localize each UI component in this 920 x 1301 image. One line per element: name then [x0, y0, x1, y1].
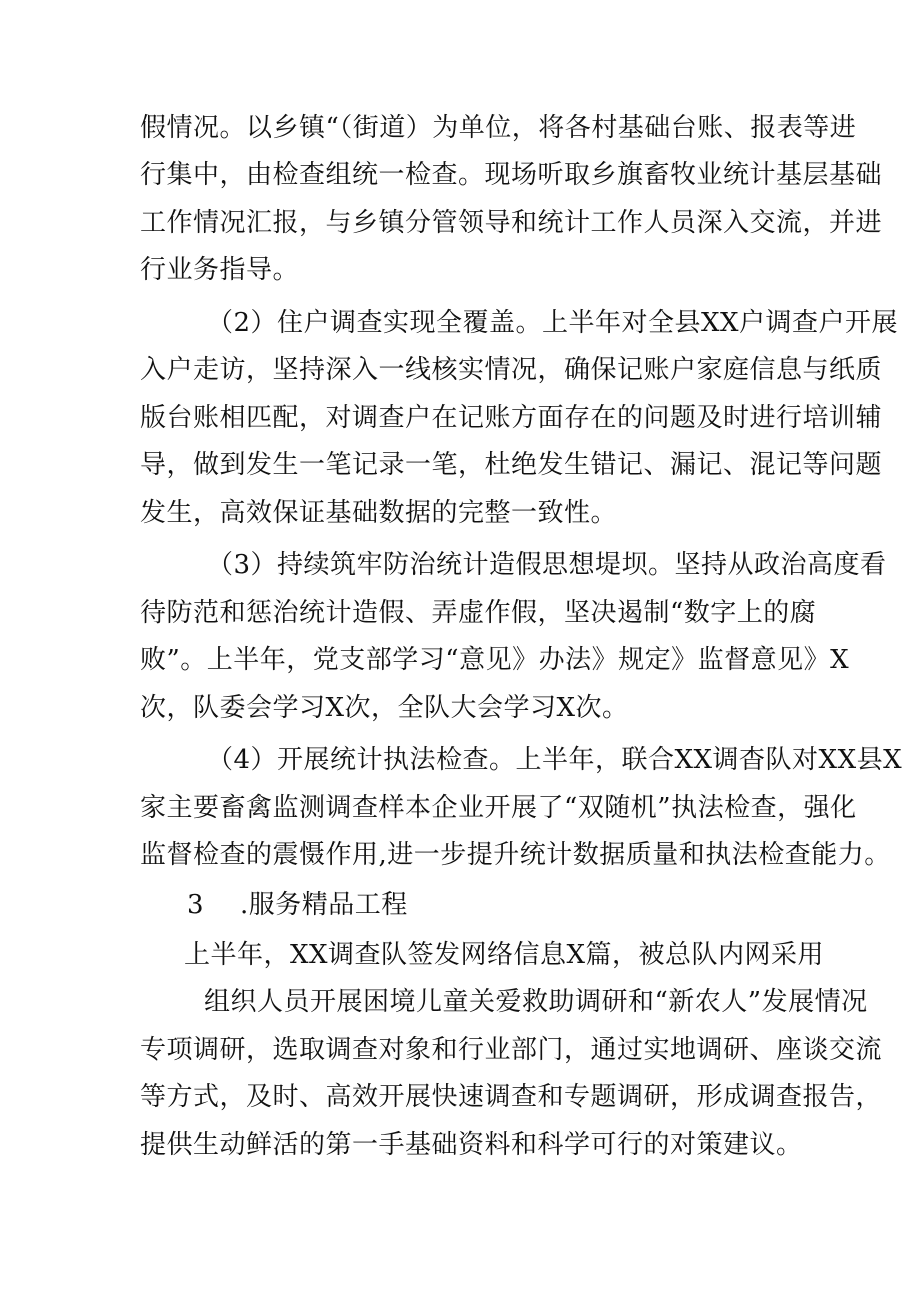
paragraph-line: 败”。上半年，党支部学习“意见》办法》规定》监督意见》X: [140, 645, 850, 675]
paragraph-line: 行业务指导。: [140, 255, 300, 285]
paragraph-line: 假情况。以乡镇“（街道）为单位，将各村基础台账、报表等进: [140, 113, 857, 143]
paragraph-line: （3）持续筑牢防治统计造假思想堤坝。坚持从政治高度看: [207, 550, 887, 580]
paragraph-line: 版台账相匹配，对调查户在记账方面存在的问题及时进行培训辅: [140, 403, 883, 433]
paragraph-line: 组织人员开展困境儿童关爱救助调研和“新农人”发展情况: [204, 987, 868, 1017]
paragraph-line: 专项调研，选取调查对象和行业部门，通过实地调研、座谈交流: [140, 1035, 883, 1065]
paragraph-line: 监督检查的震慑作用,进一步提升统计数据质量和执法检查能力。: [140, 840, 891, 870]
paragraph-line: 入户走访，坚持深入一线核实情况，确保记账户家庭信息与纸质: [140, 355, 883, 385]
paragraph-line: 待防范和惩治统计造假、弄虚作假，坚决遏制“数字上的腐: [140, 598, 817, 628]
paragraph-line: 发生，高效保证基础数据的完整一致性。: [140, 498, 618, 528]
paragraph-line: （4）开展统计执法检查。上半年，联合XX调杳队对XX县X: [207, 745, 903, 775]
paragraph-line: （2）住户调查实现全覆盖。上半年对全县XX户调查户开展: [207, 308, 899, 338]
paragraph-line: 工作情况汇报，与乡镇分管领导和统计工作人员深入交流，并进: [140, 208, 883, 238]
paragraph-line: 行集中，由检查组统一检查。现场听取乡旗畜牧业统计基层基础: [140, 160, 883, 190]
paragraph-line: 上半年，XX调查队签发网络信息X篇，被总队内网采用: [184, 940, 825, 970]
paragraph-line: 次，队委会学习X次，全队大会学习X次。: [140, 693, 629, 723]
paragraph-line: 等方式，及时、高效开展快速调查和专题调研，形成调查报告，: [140, 1082, 883, 1112]
section-number: 3: [187, 890, 205, 920]
section-title: .服务精品工程: [240, 890, 408, 920]
paragraph-line: 家主要畜禽监测调查样本企业开展了“双随机”执法检查，强化: [140, 793, 857, 823]
paragraph-line: 导，做到发生一笔记录一笔，杜绝发生错记、漏记、混记等问题: [140, 450, 883, 480]
paragraph-line: 提供生动鲜活的第一手基础资料和科学可行的对策建议。: [140, 1130, 803, 1160]
